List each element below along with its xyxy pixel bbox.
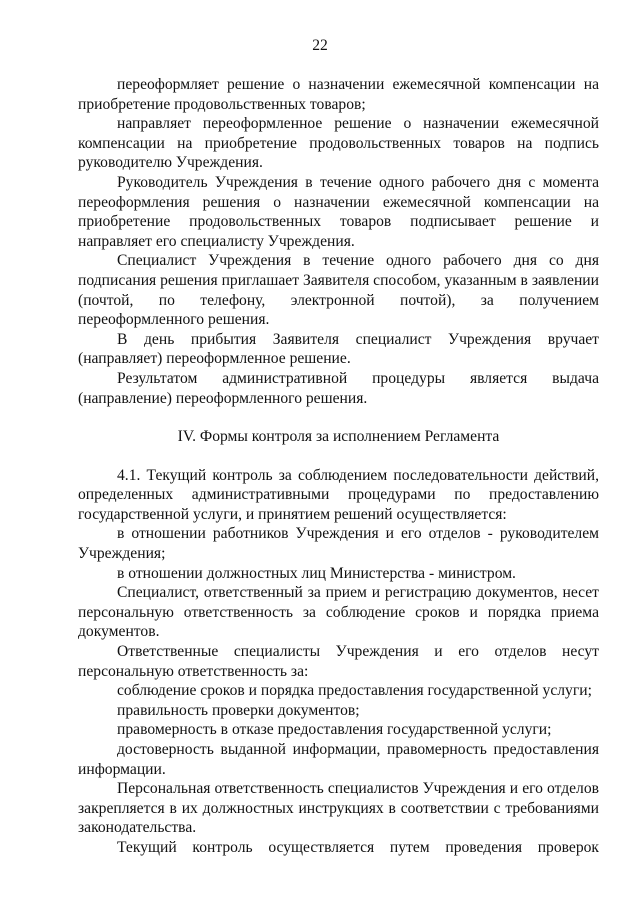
paragraph: в отношении работников Учреждения и его отделов - руководителем Учреждения;: [78, 525, 599, 563]
document-body: [78, 75, 599, 858]
paragraph: 4.1. Текущий контроль за соблюдением последовательности действий, определенных административными процедурами по предоставлению государственной услуги, и принятием решений осуществляется:: [78, 466, 599, 523]
list-item: соблюдение сроков и порядка предоставления государственной услуги;: [117, 682, 592, 700]
list-item: достоверность выданной информации, правомерность предоставления информации.: [78, 741, 599, 778]
spacer: [78, 447, 599, 466]
paragraph: Ответственные специалисты Учреждения и его отделов несут персональную ответственность за:: [78, 643, 599, 680]
paragraph: В день прибытия Заявителя специалист Учреждения вручает (направляет) переоформленное решение.: [78, 330, 599, 368]
page-number: 22: [312, 37, 328, 54]
paragraph: переоформляет решение о назначении ежемесячной компенсации на приобретение продовольственных товаров;: [78, 76, 599, 113]
paragraph: Текущий контроль осуществляется путем проведения проверок: [117, 838, 599, 856]
list-item: правомерность в отказе предоставления государственной услуги;: [117, 721, 552, 739]
paragraph: Результатом административной процедуры является выдача (направление) переоформленного решения.: [78, 369, 599, 407]
paragraph: направляет переоформленное решение о назначении ежемесячной компенсации на приобретение продовольственных товаров на подпись руководителю Учреждения.: [78, 115, 599, 172]
paragraph: в отношении должностных лиц Министерства - министром.: [117, 564, 516, 582]
paragraph: Специалист Учреждения в течение одного рабочего дня со дня подписания решения приглашает Заявителя способом, указанным в заявлении (почтой, по телефону, электронной почтой), за получением переоформленного решения.: [78, 252, 599, 329]
section-heading: IV. Формы контроля за исполнением Регламента: [177, 428, 500, 446]
paragraph: Руководитель Учреждения в течение одного рабочего дня с момента переоформления решения о назначении ежемесячной компенсации на приобретение продовольственных товаров подписывает решение и направляет его специалисту Учреждения.: [78, 173, 599, 250]
spacer: [78, 408, 599, 427]
paragraph: Специалист, ответственный за прием и регистрацию документов, несет персональную ответственность за соблюдение сроков и порядка приема документов.: [78, 584, 599, 641]
list-item: правильность проверки документов;: [117, 701, 360, 719]
paragraph: Персональная ответственность специалистов Учреждения и его отделов закрепляется в их должностных инструкциях в соответствии с требованиями законодательства.: [78, 780, 599, 837]
